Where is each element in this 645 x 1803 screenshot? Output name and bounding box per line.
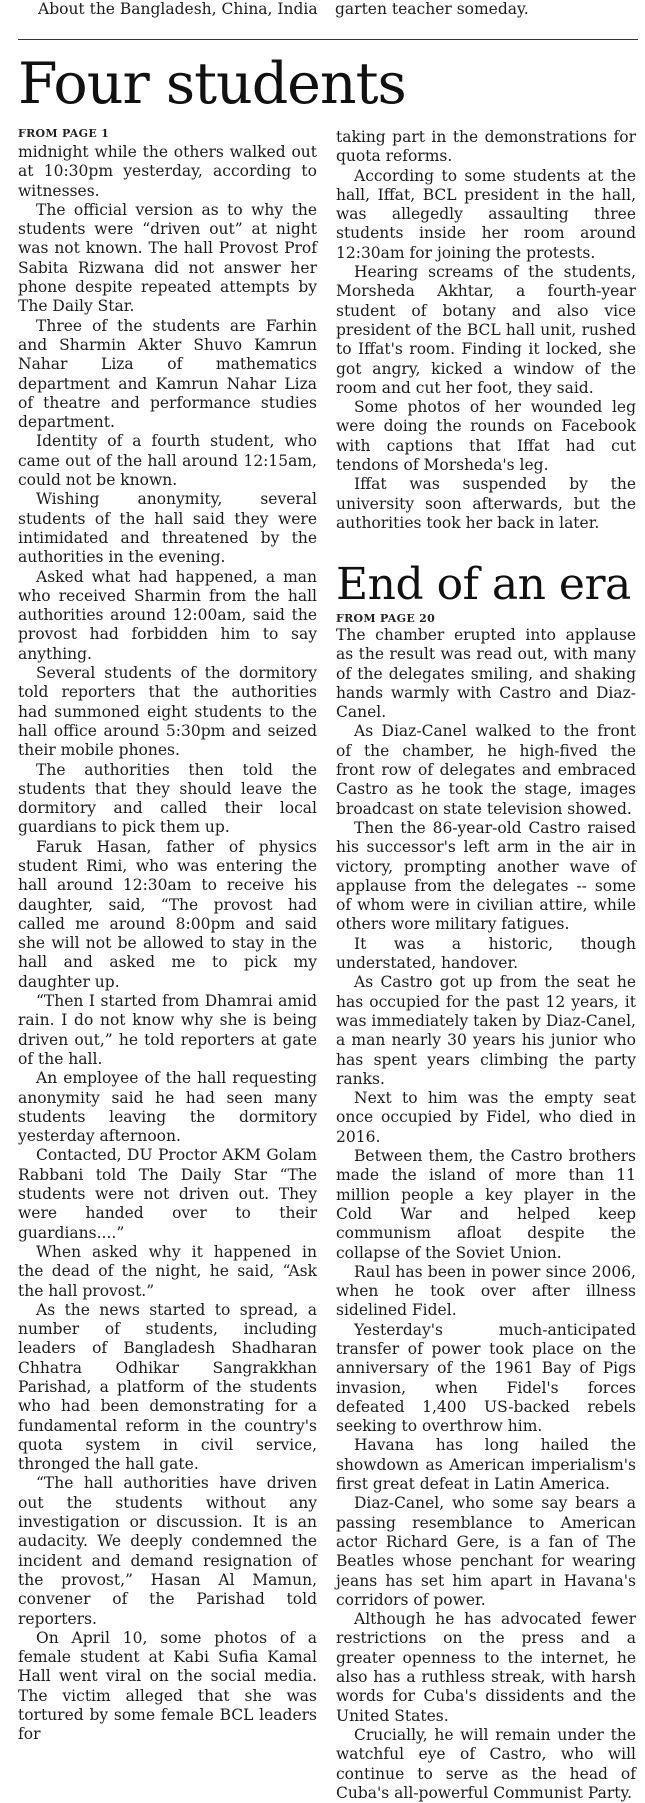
paragraph: Some photos of her wounded leg were doing the rounds on Facebook with captions that Iffat had cut tendons of Morsheda's leg. — [336, 398, 636, 475]
story1-kicker: FROM PAGE 1 — [18, 127, 110, 140]
paragraph: It was a historic, though understated, handover. — [336, 934, 636, 973]
paragraph: Raul has been in power since 2006, when he took over after illness sidelined Fidel. — [336, 1262, 636, 1320]
paragraph: When asked why it happened in the dead of the night, he said, “Ask the hall provost.” — [18, 1242, 317, 1300]
story2-column — [336, 626, 636, 1803]
paragraph: Although he has advocated fewer restrictions on the press and a greater openness to the internet, he also has a ruthless streak, with harsh words for Cuba's dissidents and the United States. — [336, 1610, 636, 1725]
paragraph: Iffat was suspended by the university soon afterwards, but the authorities took her back in later. — [336, 475, 636, 532]
paragraph: Next to him was the empty seat once occupied by Fidel, who died in 2016. — [336, 1089, 636, 1146]
paragraph: The chamber erupted into applause as the result was read out, with many of the delegates smiling, and shaking hands warmly with Castro and Diaz-Canel. — [336, 626, 636, 722]
paragraph: Havana has long hailed the showdown as American imperialism's first great defeat in Latin America. — [336, 1436, 636, 1494]
paragraph: As Castro got up from the seat he has occupied for the past 12 years, it was immediately taken by Diaz-Canel, a man nearly 30 years his junior who has spent years climbing the party ranks. — [336, 973, 636, 1088]
story2-kicker: FROM PAGE 20 — [336, 612, 436, 625]
paragraph: Asked what had happened, a man who received Sharmin from the hall authorities around 12:00am, said the provost had forbidden him to say anything. — [18, 567, 317, 663]
paragraph: Between them, the Castro brothers made the island of more than 11 million people a key player in the Cold War and helped keep communism afloat despite the collapse of the Soviet Union. — [336, 1147, 636, 1262]
paragraph: An employee of the hall requesting anonymity said he had seen many students leaving the dormitory yesterday afternoon. — [18, 1069, 317, 1146]
paragraph: The authorities then told the students that they should leave the dormitory and called their local guardians to pick them up. — [18, 760, 317, 837]
paragraph: taking part in the demonstrations for quota reforms. — [336, 128, 636, 166]
paragraph: Then the 86-year-old Castro raised his successor's left arm in the air in victory, prompting another wave of applause from the delegates -- some of whom were in civilian attire, while others wore military fatigues. — [336, 818, 636, 934]
paragraph: Faruk Hasan, father of physics student Rimi, who was entering the hall around 12:30am to receive his daughter, said, “The provost had called me around 8:00pm and said she will not be allowed to stay in the hall and asked me to pick my daughter up. — [18, 837, 317, 991]
paragraph: On April 10, some photos of a female student at Kabi Sufia Kamal Hall went viral on the social media. The victim alleged that she was tortured by some female BCL leaders for — [18, 1628, 317, 1744]
story2-headline: End of an era — [336, 559, 631, 610]
paragraph: The official version as to why the students were “driven out” at night was not known. The hall Provost Prof Sabita Rizwana did not answer her phone despite repeated attempts by The Daily Star. — [18, 200, 317, 316]
story1-column-1 — [18, 143, 317, 1745]
paragraph: Identity of a fourth student, who came out of the hall around 12:15am, could not be known. — [18, 432, 317, 490]
paragraph: As the news started to spread, a number of students, including leaders of Bangladesh Shadharan Chhatra Odhikar Sangrakkhan Parishad, a platform of the students who had been demonstrating for a fundamental reform in the country's quota system in civil service, thronged the hall gate. — [18, 1300, 317, 1474]
paragraph: “Then I started from Dhamrai amid rain. I do not know why she is being driven out,” he told reporters at gate of the hall. — [18, 992, 317, 1068]
paragraph: According to some students at the hall, Iffat, BCL president in the hall, was allegedly assaulting three students inside her room around 12:30am for joining the protests. — [336, 166, 636, 262]
paragraph: Crucially, he will remain under the watchful eye of Castro, who will continue to serve as the head of Cuba's all-powerful Communist Party. — [336, 1725, 636, 1802]
paragraph: “The hall authorities have driven out the students without any investigation or discussion. It is an audacity. We deeply condemned the incident and demand resignation of the provost,” Hasan Al Mamun, convener of the Parishad told reporters. — [18, 1474, 317, 1628]
paragraph: Yesterday's much-anticipated transfer of power took place on the anniversary of the 1961 Bay of Pigs invasion, when Fidel's forces defeated 1,400 US-backed rebels seeking to overthrow him. — [336, 1320, 636, 1436]
top-left-snippet: About the Bangladesh, China, India — [38, 0, 318, 18]
story1-headline: Four students — [18, 51, 406, 117]
top-right-snippet: garten teacher someday. — [335, 0, 529, 18]
paragraph: Wishing anonymity, several students of the hall said they were intimidated and threatened by the authorities in the evening. — [18, 490, 317, 567]
section-divider — [18, 39, 638, 40]
story1-column-2 — [336, 128, 636, 533]
paragraph: Hearing screams of the students, Morsheda Akhtar, a fourth-year student of botany and also vice president of the BCL hall unit, rushed to Iffat's room. Finding it locked, she got angry, kicked a window of the room and cut her foot, they said. — [336, 263, 636, 397]
paragraph: Diaz-Canel, who some say bears a passing resemblance to American actor Richard Gere, is a fan of The Beatles whose penchant for wearing jeans has set him apart in Havana's corridors of power. — [336, 1494, 636, 1609]
paragraph: midnight while the others walked out at 10:30pm yesterday, according to witnesses. — [18, 143, 317, 200]
paragraph: Several students of the dormitory told reporters that the authorities had summoned eight students to the hall office around 5:30pm and seized their mobile phones. — [18, 664, 317, 760]
paragraph: Contacted, DU Proctor AKM Golam Rabbani told The Daily Star “The students were not driven out. They were handed over to their guardians....” — [18, 1146, 317, 1242]
paragraph: Three of the students are Farhin and Sharmin Akter Shuvo Kamrun Nahar Liza of mathematics department and Kamrun Nahar Liza of theatre and performance studies department. — [18, 316, 317, 432]
paragraph: As Diaz-Canel walked to the front of the chamber, he high-fived the front row of delegates and embraced Castro as he took the stage, images broadcast on state television showed. — [336, 722, 636, 818]
